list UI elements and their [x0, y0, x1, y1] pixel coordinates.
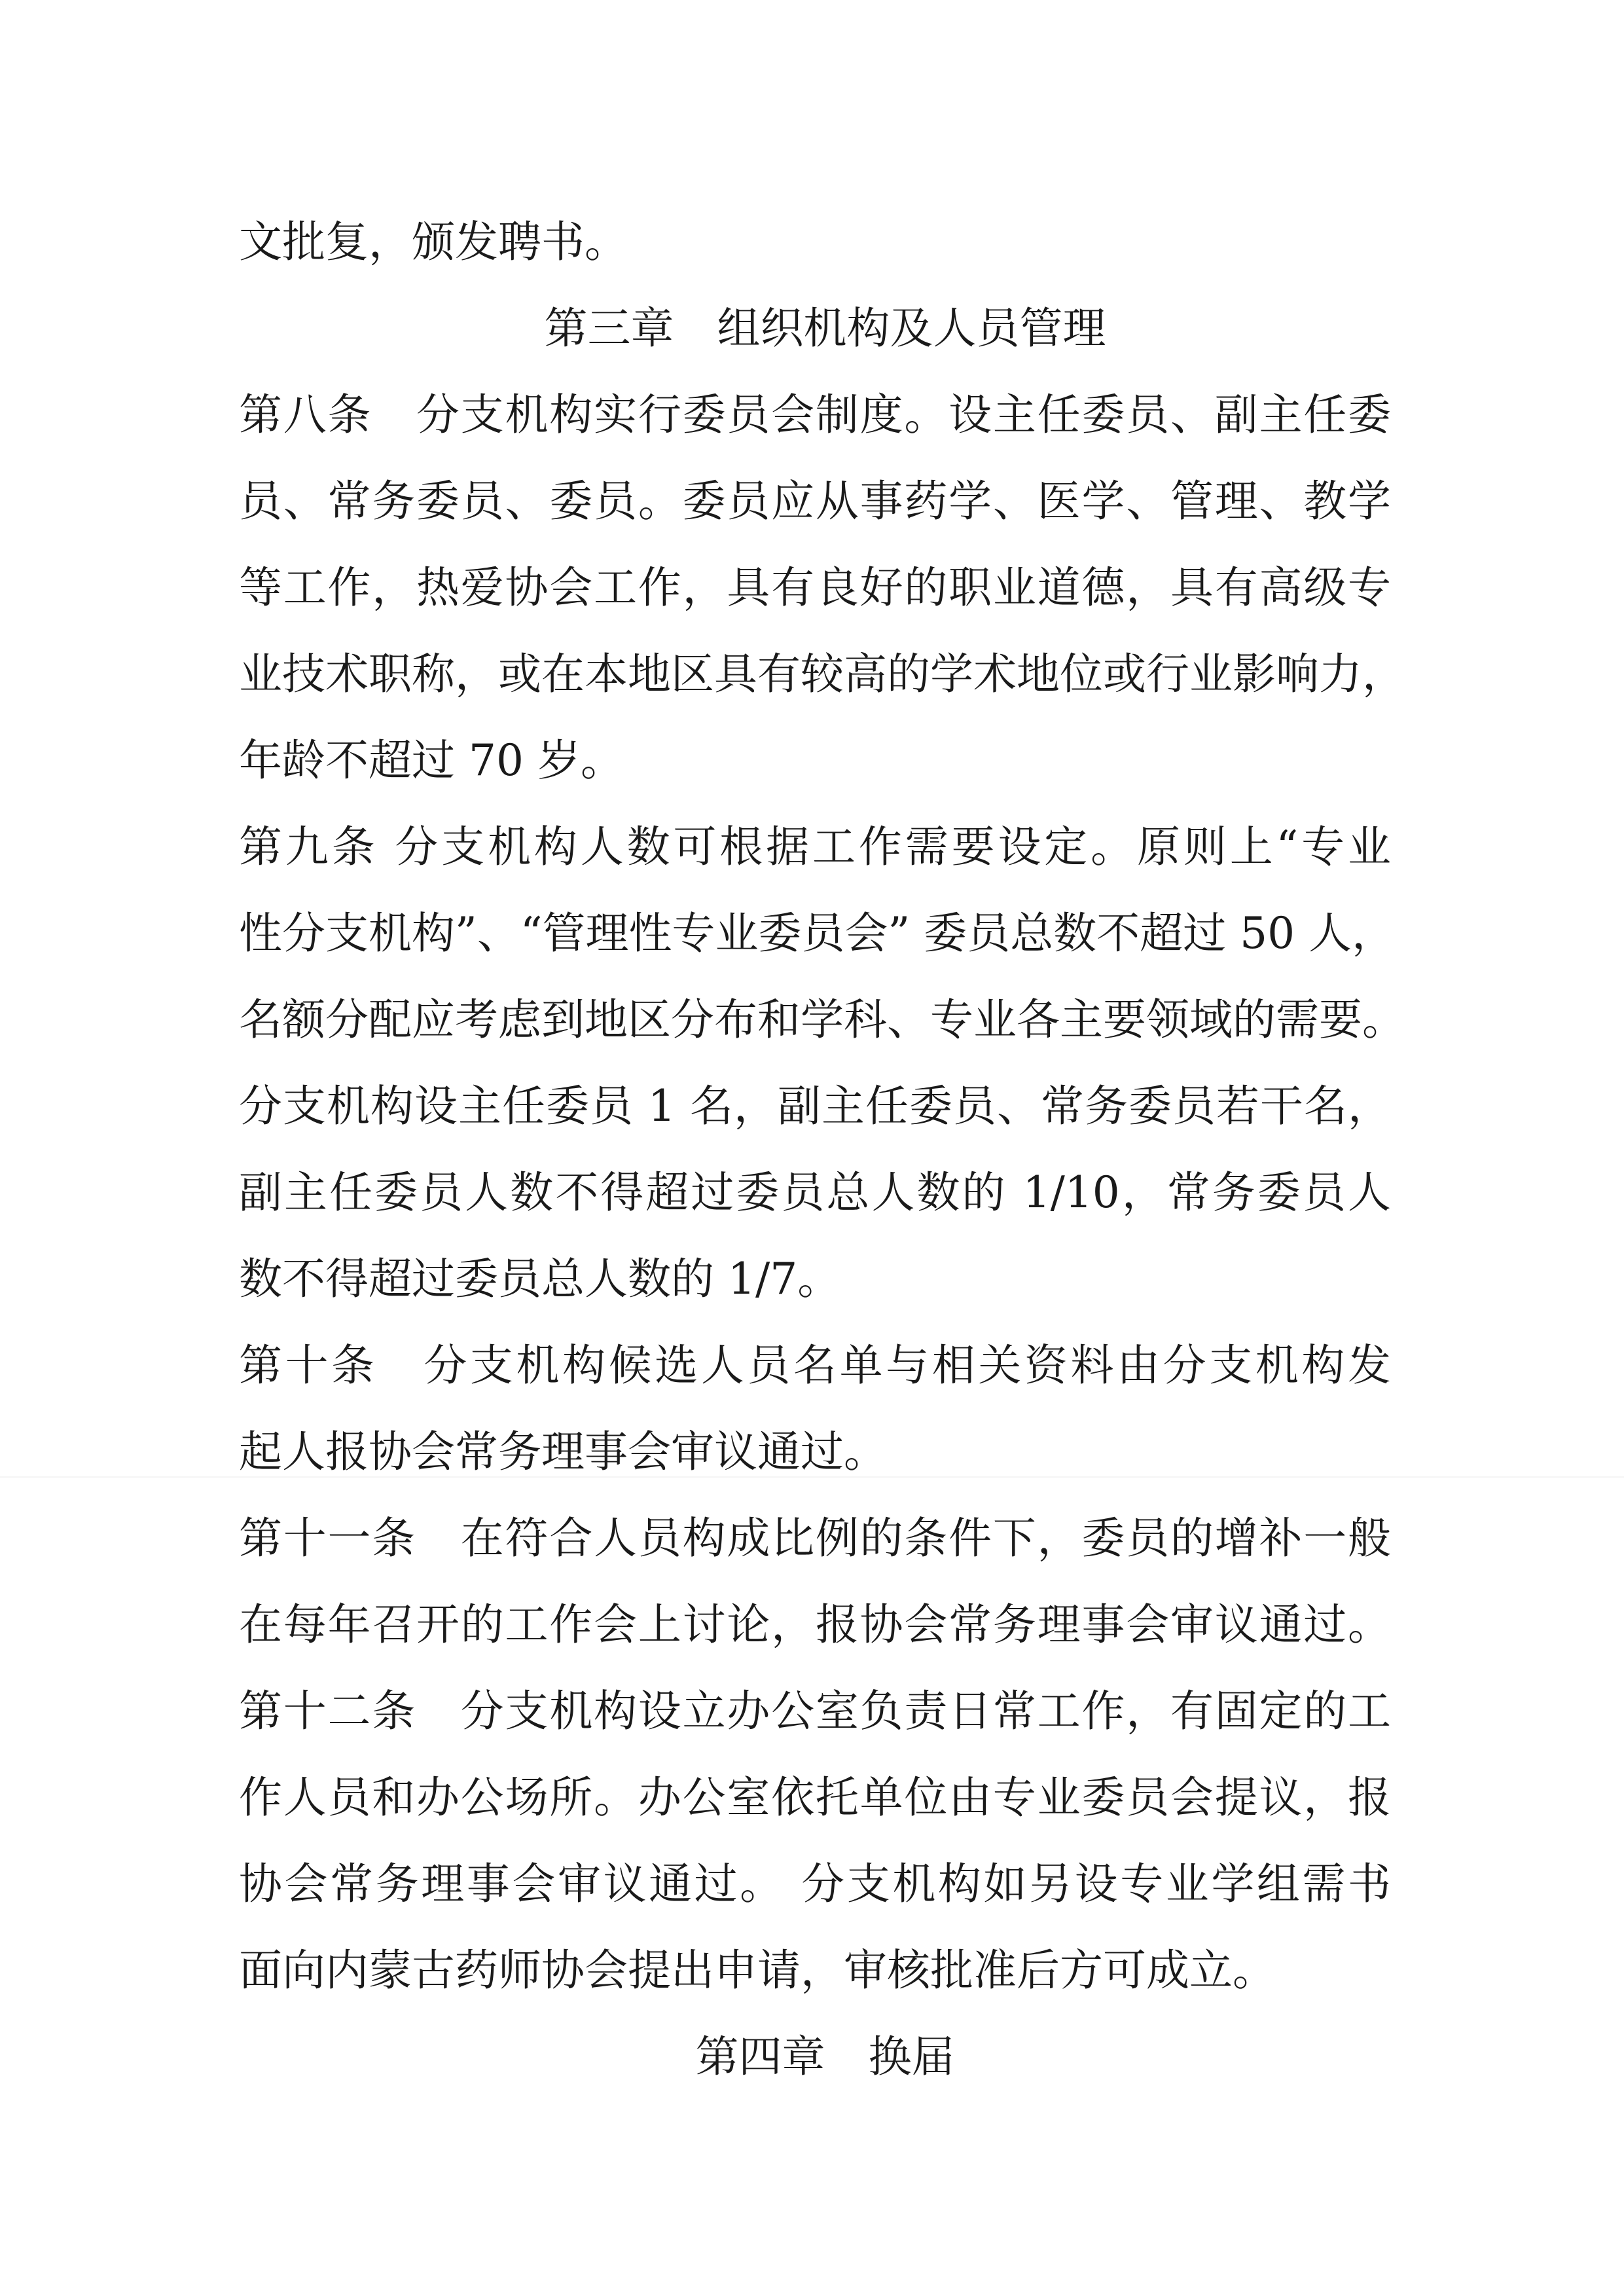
body-line: 副主任委员人数不得超过委员总人数的 1/10，常务委员人 — [239, 1167, 1391, 1218]
body-line: 作人员和办公场所。办公室依托单位由专业委员会提议，报 — [239, 1772, 1391, 1823]
body-line: 第十二条 分支机构设立办公室负责日常工作，有固定的工 — [239, 1686, 1391, 1736]
body-line: 面向内蒙古药师协会提出申请，审核批准后方可成立。 — [239, 1945, 1276, 1995]
body-line: 性分支机构”、“管理性专业委员会” 委员总数不超过 50 人， — [239, 908, 1396, 958]
body-line: 第十一条 在符合人员构成比例的条件下，委员的增补一般 — [239, 1513, 1391, 1563]
body-line: 年龄不超过 70 岁。 — [239, 735, 624, 786]
chapter-heading: 第四章 换届 — [695, 2032, 955, 2082]
body-line: 在每年召开的工作会上讨论，报协会常务理事会审议通过。 — [239, 1599, 1391, 1650]
body-line: 第十条 分支机构候选人员名单与相关资料由分支机构发 — [239, 1340, 1391, 1391]
body-line: 等工作，热爱协会工作，具有良好的职业道德，具有高级专 — [239, 562, 1391, 613]
body-line: 业技术职称，或在本地区具有较高的学术地位或行业影响力， — [239, 649, 1405, 699]
body-line: 第九条 分支机构人数可根据工作需要设定。原则上“专业 — [239, 822, 1391, 872]
chapter-heading: 第三章 组织机构及人员管理 — [544, 303, 1106, 354]
body-line: 名额分配应考虑到地区分布和学科、专业各主要领域的需要。 — [239, 994, 1405, 1045]
body-line: 分支机构设主任委员 1 名，副主任委员、常务委员若干名， — [239, 1081, 1391, 1131]
scan-artifact-line — [0, 1476, 1624, 1478]
body-line: 数不得超过委员总人数的 1/7。 — [239, 1254, 841, 1304]
body-line: 第八条 分支机构实行委员会制度。设主任委员、副主任委 — [239, 390, 1391, 440]
body-line: 协会常务理事会审议通过。 分支机构如另设专业学组需书 — [239, 1859, 1391, 1909]
body-line: 文批复，颁发聘书。 — [239, 217, 628, 267]
body-line: 起人报协会常务理事会审议通过。 — [239, 1427, 887, 1477]
body-line: 员、常务委员、委员。委员应从事药学、医学、管理、教学 — [239, 476, 1391, 526]
